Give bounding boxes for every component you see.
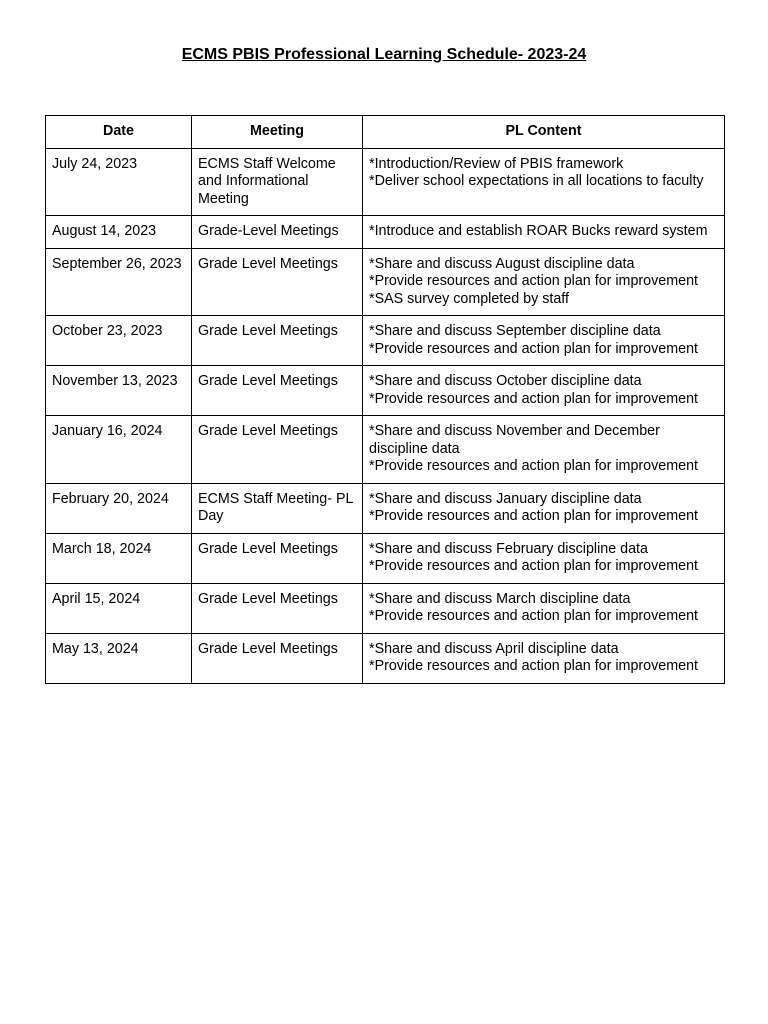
table-row bbox=[46, 216, 725, 249]
table-row bbox=[46, 483, 725, 533]
meeting-cell: Grade Level Meetings bbox=[192, 366, 363, 416]
pl-content-item: *Provide resources and action plan for improvement bbox=[369, 458, 698, 474]
pl-content-cell bbox=[363, 416, 725, 484]
pl-content-item: *Provide resources and action plan for improvement bbox=[369, 658, 698, 674]
date-cell: September 26, 2023 bbox=[46, 248, 192, 316]
page-title: ECMS PBIS Professional Learning Schedule- 2023-24 bbox=[181, 46, 587, 63]
pl-content-cell bbox=[363, 483, 725, 533]
header-date: Date bbox=[46, 116, 192, 149]
pl-content-item: *Introduction/Review of PBIS framework bbox=[369, 155, 624, 172]
table-row bbox=[46, 583, 725, 633]
table-row bbox=[46, 533, 725, 583]
pl-content-item: *Share and discuss March discipline data bbox=[369, 590, 631, 607]
date-cell: March 18, 2024 bbox=[46, 533, 192, 583]
table-row bbox=[46, 633, 725, 683]
schedule-table bbox=[45, 115, 725, 684]
pl-content-item: *SAS survey completed by staff bbox=[369, 290, 569, 307]
pl-content-item: *Provide resources and action plan for improvement bbox=[369, 558, 698, 574]
date-cell: February 20, 2024 bbox=[46, 483, 192, 533]
pl-content-cell bbox=[363, 633, 725, 683]
pl-content-cell bbox=[363, 148, 725, 216]
date-cell: July 24, 2023 bbox=[46, 148, 192, 216]
meeting-cell: ECMS Staff Meeting- PL Day bbox=[192, 483, 363, 533]
header-row bbox=[46, 116, 725, 149]
pl-content-item: *Share and discuss August discipline data bbox=[369, 255, 635, 272]
date-cell: May 13, 2024 bbox=[46, 633, 192, 683]
table-row bbox=[46, 248, 725, 316]
meeting-cell: Grade Level Meetings bbox=[192, 316, 363, 366]
pl-content-cell bbox=[363, 248, 725, 316]
pl-content-item: *Provide resources and action plan for improvement bbox=[369, 508, 698, 524]
pl-content-item: *Share and discuss January discipline data bbox=[369, 490, 642, 507]
meeting-cell: Grade Level Meetings bbox=[192, 248, 363, 316]
date-cell: August 14, 2023 bbox=[46, 216, 192, 249]
meeting-cell: Grade Level Meetings bbox=[192, 533, 363, 583]
date-cell: October 23, 2023 bbox=[46, 316, 192, 366]
meeting-cell: ECMS Staff Welcome and Informational Meeting bbox=[192, 148, 363, 216]
pl-content-item: *Share and discuss April discipline data bbox=[369, 640, 619, 657]
table-row bbox=[46, 416, 725, 484]
pl-content-cell bbox=[363, 216, 725, 249]
pl-content-item: *Share and discuss October discipline data bbox=[369, 373, 642, 389]
pl-content-cell bbox=[363, 533, 725, 583]
meeting-cell: Grade Level Meetings bbox=[192, 416, 363, 484]
header-meeting: Meeting bbox=[192, 116, 363, 149]
pl-content-item: *Introduce and establish ROAR Bucks reward system bbox=[369, 223, 708, 239]
pl-content-item: *Deliver school expectations in all locations to faculty bbox=[369, 173, 704, 189]
table-row bbox=[46, 148, 725, 216]
pl-content-item: *Share and discuss February discipline data bbox=[369, 540, 648, 557]
pl-content-cell bbox=[363, 583, 725, 633]
pl-content-item: *Provide resources and action plan for improvement bbox=[369, 340, 698, 357]
meeting-cell: Grade Level Meetings bbox=[192, 583, 363, 633]
table-row bbox=[46, 316, 725, 366]
meeting-cell: Grade Level Meetings bbox=[192, 633, 363, 683]
date-cell: January 16, 2024 bbox=[46, 416, 192, 484]
pl-content-item: *Share and discuss September discipline data bbox=[369, 323, 661, 339]
pl-content-item: *Provide resources and action plan for improvement bbox=[369, 273, 698, 289]
header-pl-content: PL Content bbox=[363, 116, 725, 149]
date-cell: November 13, 2023 bbox=[46, 366, 192, 416]
pl-content-item: *Share and discuss November and December discipline data bbox=[369, 423, 660, 457]
pl-content-item: *Provide resources and action plan for improvement bbox=[369, 608, 698, 624]
meeting-cell: Grade-Level Meetings bbox=[192, 216, 363, 249]
table-row bbox=[46, 366, 725, 416]
date-cell: April 15, 2024 bbox=[46, 583, 192, 633]
pl-content-cell bbox=[363, 316, 725, 366]
pl-content-item: *Provide resources and action plan for improvement bbox=[369, 390, 698, 407]
pl-content-cell bbox=[363, 366, 725, 416]
